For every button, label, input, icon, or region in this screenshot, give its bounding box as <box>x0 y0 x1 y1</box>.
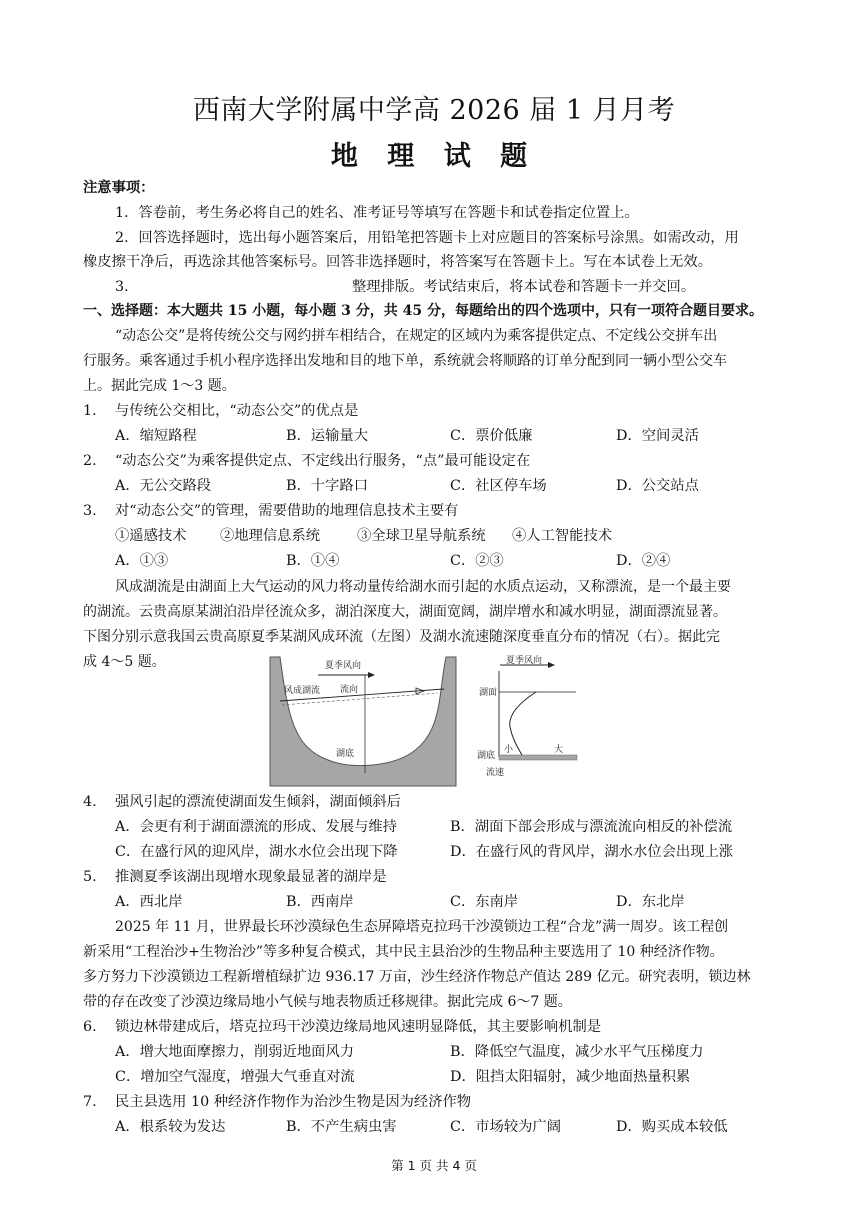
passage-2-line-3: 下图分别示意我国云贵高原夏季某湖风成环流（左图）及湖水流速随深度垂直分布的情况（右）。据此完 <box>83 629 720 645</box>
question-6-option-b[interactable]: B．降低空气温度，减少水平气压梯度力 <box>450 1044 704 1060</box>
right-surface-label: 湖面 <box>479 688 498 698</box>
right-wind-label: 夏季风向 <box>506 656 543 666</box>
passage-3-line-2: 新采用“工程治沙+生物治沙”等多种复合模式，其中民主县治沙的生物品种主要选用了 10 种经济作物。 <box>83 944 724 960</box>
question-4-option-c[interactable]: C．在盛行风的迎风岸，湖水水位会出现下降 <box>115 844 398 860</box>
right-small-label: 小 <box>504 745 514 755</box>
question-1-option-c[interactable]: C．票价低廉 <box>450 428 533 444</box>
question-2-option-d[interactable]: D．公交站点 <box>616 478 699 494</box>
question-4-number: 4. <box>83 794 97 810</box>
question-1-option-d[interactable]: D．空间灵活 <box>616 428 699 444</box>
question-4-option-a[interactable]: A．会更有利于湖面漂流的形成、发展与维持 <box>115 819 397 835</box>
question-5-number: 5. <box>83 869 97 885</box>
question-7-option-b[interactable]: B．不产生病虫害 <box>286 1119 397 1135</box>
passage-3-line-1: 2025 年 11 月，世界最长环沙漠绿色生态屏障塔克拉玛干沙漠锁边工程“合龙”满一周岁。该工程创 <box>115 919 729 935</box>
question-6-option-d[interactable]: D．阻挡太阳辐射，减少地面热量积累 <box>450 1069 691 1085</box>
lake-bottom-band <box>499 755 577 760</box>
passage-1-line-3: 上。据此完成 1～3 题。 <box>83 378 236 394</box>
question-6-number: 6. <box>83 1019 97 1035</box>
question-3-option-d[interactable]: D．②④ <box>616 553 671 569</box>
question-5-option-b[interactable]: B．西南岸 <box>286 894 354 910</box>
question-3-statement-2: ②地理信息系统 <box>220 528 321 544</box>
question-5-option-d[interactable]: D．东北岸 <box>616 894 685 910</box>
question-4-stem: 强风引起的漂流使湖面发生倾斜，湖面倾斜后 <box>115 794 401 810</box>
question-3-statement-4: ④人工智能技术 <box>512 528 613 544</box>
question-1-stem: 与传统公交相比，“动态公交”的优点是 <box>115 403 359 419</box>
notice-item-2: 2．回答选择题时，选出每小题答案后，用铅笔把答题卡上对应题目的答案标号涂黑。如需改动，用 <box>115 230 739 246</box>
velocity-curve <box>510 692 536 755</box>
question-1-option-a[interactable]: A．缩短路程 <box>115 428 197 444</box>
notice-item-1: 1．答卷前，考生务必将自己的姓名、准考证号等填写在答题卡和试卷指定位置上。 <box>115 205 639 221</box>
notice-item-3: 整理排版。考试结束后，将本试卷和答题卡一并交回。 <box>352 279 696 295</box>
left-bottom-label: 湖底 <box>336 749 355 759</box>
notice-heading: 注意事项： <box>83 180 155 196</box>
question-2-stem: “动态公交”为乘客提供定点、不定线出行服务，“点”最可能设定在 <box>115 453 531 469</box>
question-7-number: 7. <box>83 1094 97 1110</box>
question-2-number: 2. <box>83 453 97 469</box>
passage-2-line-1: 风成湖流是由湖面上大气运动的风力将动量传给湖水而引起的水质点运动，又称漂流，是一个最主要 <box>115 579 731 595</box>
passage-3-line-4: 带的存在改变了沙漠边缘局地小气候与地表物质迁移规律。据此完成 6～7 题。 <box>83 994 572 1010</box>
question-5-stem: 推测夏季该湖出现增水现象最显著的湖岸是 <box>115 869 387 885</box>
left-wind-label: 夏季风向 <box>325 661 362 671</box>
left-flow-label: 流向 <box>340 685 359 695</box>
passage-1-line-2: 行服务。乘客通过手机小程序选择出发地和目的地下单，系统就会将顺路的订单分配到同一辆小型公交车 <box>83 353 727 369</box>
question-3-option-a[interactable]: A．①③ <box>115 553 169 569</box>
question-6-option-c[interactable]: C．增加空气湿度，增强大气垂直对流 <box>115 1069 355 1085</box>
question-5-option-c[interactable]: C．东南岸 <box>450 894 519 910</box>
question-7-option-d[interactable]: D．购买成本较低 <box>616 1119 728 1135</box>
lake-circulation-diagram <box>268 655 458 788</box>
question-2-option-a[interactable]: A．无公交路段 <box>115 478 212 494</box>
notice-item-2-cont: 橡皮擦干净后，再选涂其他答案标号。回答非选择题时，将答案写在答题卡上。写在本试卷上无效。 <box>83 254 713 270</box>
question-3-statement-3: ③全球卫星导航系统 <box>357 528 486 544</box>
question-3-number: 3. <box>83 503 97 519</box>
section-heading: 一、选择题：本大题共 15 小题，每小题 3 分，共 45 分，每题给出的四个选项中，只有一项符合题目要求。 <box>83 303 763 319</box>
question-7-stem: 民主县选用 10 种经济作物作为治沙生物是因为经济作物 <box>115 1094 472 1110</box>
page-footer: 第 1 页 共 4 页 <box>391 1158 477 1173</box>
exam-title: 西南大学附属中学高 2026 届 1 月月考 <box>192 95 676 126</box>
exam-subtitle: 地 理 试 题 <box>330 141 538 172</box>
passage-2-line-2: 的湖流。云贵高原某湖泊沿岸径流众多，湖泊深度大，湖面宽阔，湖岸增水和减水明显，湖面漂流显著。 <box>83 604 727 620</box>
question-3-option-b[interactable]: B．①④ <box>286 553 340 569</box>
question-7-option-a[interactable]: A．根系较为发达 <box>115 1119 226 1135</box>
question-4-option-b[interactable]: B．湖面下部会形成与漂流流向相反的补偿流 <box>450 819 733 835</box>
question-2-option-c[interactable]: C．社区停车场 <box>450 478 547 494</box>
question-3-statement-1: ①遥感技术 <box>115 528 187 544</box>
question-1-number: 1. <box>83 403 97 419</box>
passage-2-line-4: 成 4～5 题。 <box>83 654 166 670</box>
question-7-option-c[interactable]: C．市场较为广阔 <box>450 1119 562 1135</box>
right-wind-arrow-head <box>548 662 555 668</box>
question-2-option-b[interactable]: B．十字路口 <box>286 478 368 494</box>
passage-3-line-3: 多方努力下沙漠锁边工程新增植绿扩边 936.17 万亩，沙生经济作物总产值达 289 亿元。研究表明，锁边林 <box>83 969 751 985</box>
question-3-option-c[interactable]: C．②③ <box>450 553 504 569</box>
question-4-option-d[interactable]: D．在盛行风的背风岸，湖水水位会出现上涨 <box>450 844 734 860</box>
question-6-option-a[interactable]: A．增大地面摩擦力，削弱近地面风力 <box>115 1044 355 1060</box>
question-6-stem: 锁边林带建成后，塔克拉玛干沙漠边缘局地风速明显降低，其主要影响机制是 <box>115 1019 602 1035</box>
left-surface-label: 风成湖流 <box>284 686 321 696</box>
right-large-label: 大 <box>554 745 564 755</box>
question-3-stem: 对“动态公交”的管理，需要借助的地理信息技术主要有 <box>115 503 459 519</box>
right-bottom-label: 湖底 <box>477 751 496 761</box>
right-axis-label: 流速 <box>486 768 505 778</box>
notice-item-3-num: 3． <box>115 279 139 295</box>
velocity-profile-diagram <box>474 655 584 780</box>
passage-1-line-1: “动态公交”是将传统公交与网约拼车相结合，在规定的区域内为乘客提供定点、不定线公交拼车出 <box>115 328 718 344</box>
question-5-option-a[interactable]: A．西北岸 <box>115 894 183 910</box>
question-1-option-b[interactable]: B．运输量大 <box>286 428 368 444</box>
